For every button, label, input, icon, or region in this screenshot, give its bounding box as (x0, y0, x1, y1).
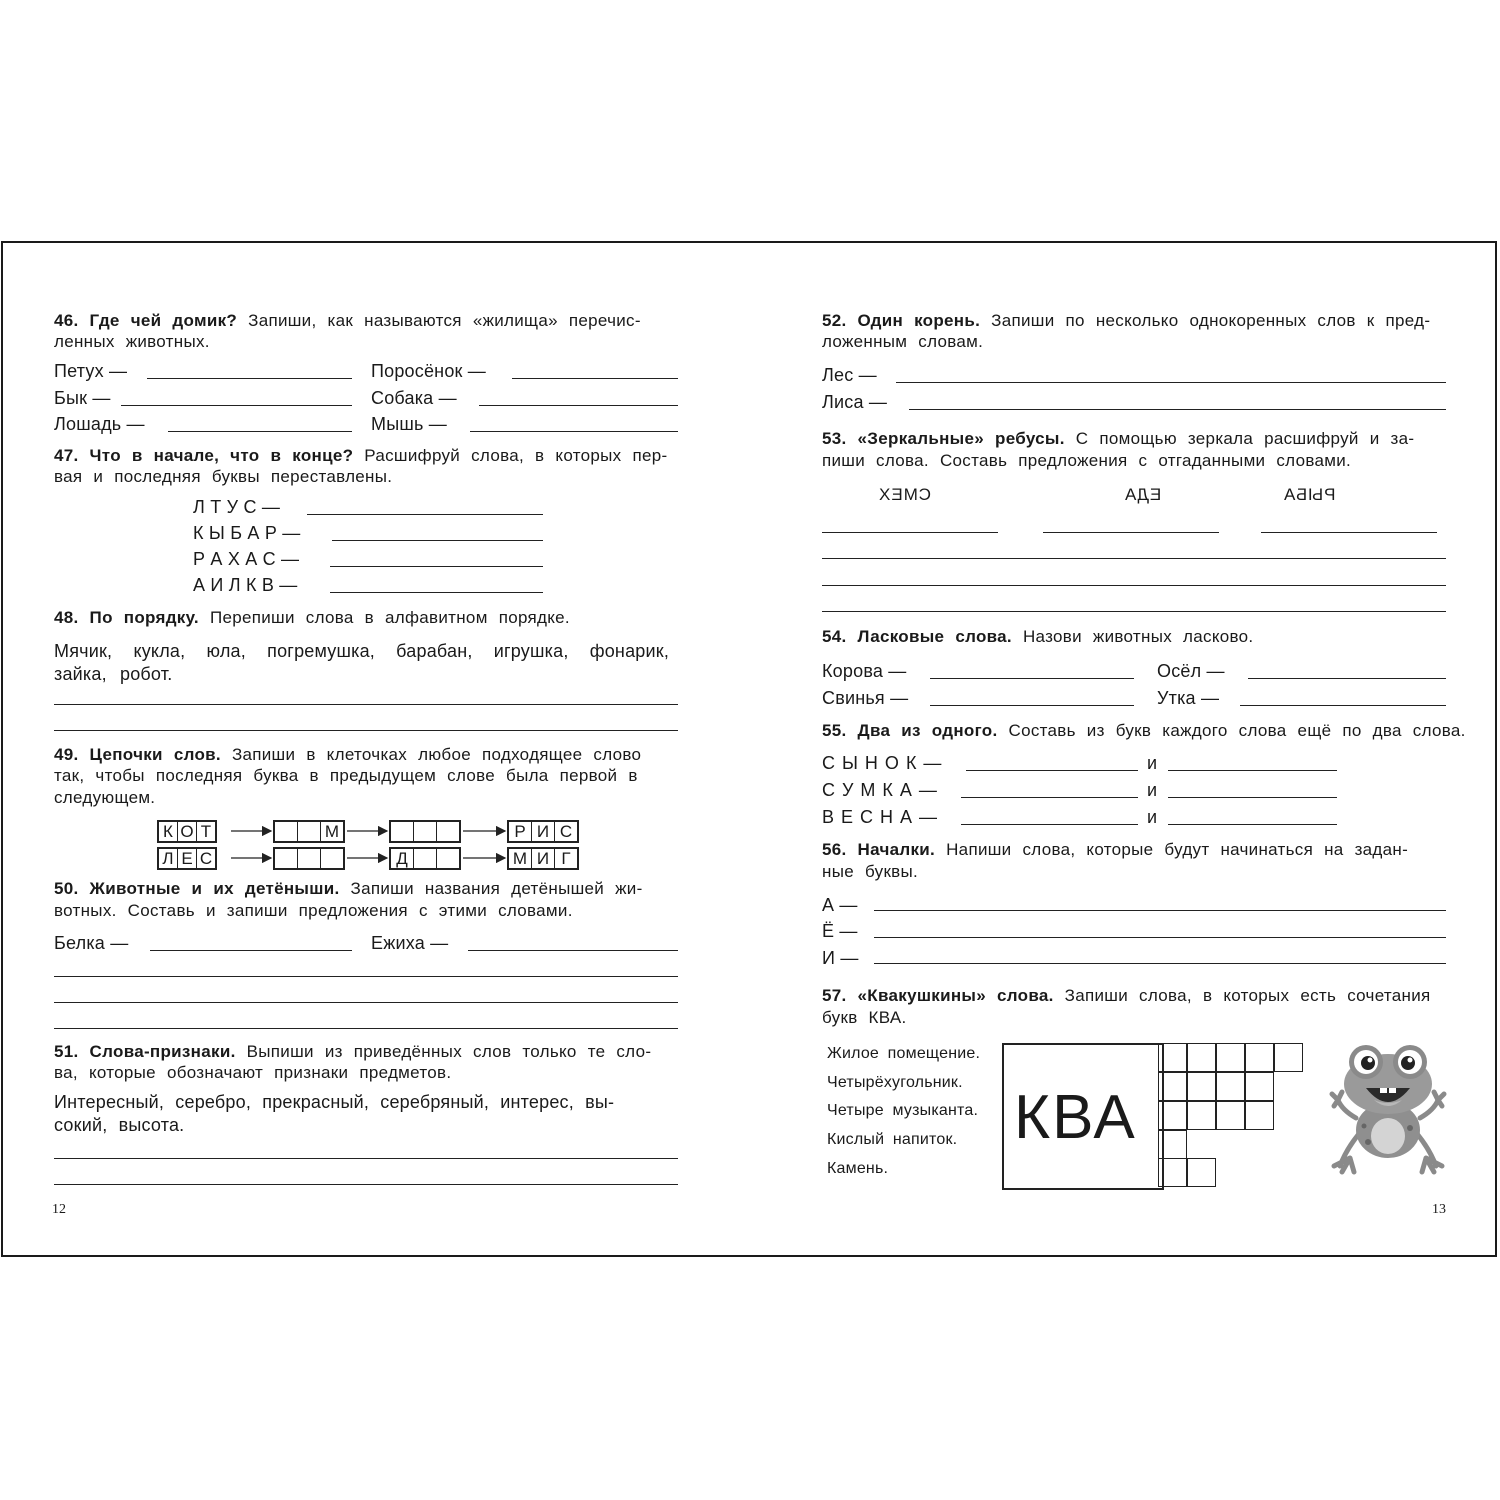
task-56-line2: ные буквы. (822, 862, 919, 881)
answer-line[interactable] (150, 950, 352, 951)
answer-line[interactable] (822, 611, 1446, 612)
answer-line[interactable] (822, 585, 1446, 586)
answer-line[interactable] (961, 797, 1138, 798)
task-49-line3: следующем. (54, 788, 156, 807)
task-51-line1: 51. Слова-признаки. Выпиши из приведённых слов только те сло- (54, 1042, 652, 1061)
answer-line[interactable] (930, 705, 1134, 706)
item-label: Лиса — (822, 392, 888, 412)
item-label: Мышь — (371, 414, 447, 434)
answer-line[interactable] (874, 963, 1446, 964)
answer-line[interactable] (54, 976, 678, 977)
answer-line[interactable] (874, 910, 1446, 911)
answer-line[interactable] (822, 558, 1446, 559)
item-label: Корова — (822, 661, 907, 681)
item-label: Свинья — (822, 688, 909, 708)
item-label: Ежиха — (371, 933, 449, 953)
answer-line[interactable] (1168, 797, 1337, 798)
answer-line[interactable] (822, 532, 998, 533)
and-label: и (1147, 753, 1158, 773)
task-51-line2: ва, которые обозначают признаки предметов. (54, 1063, 452, 1082)
answer-line[interactable] (54, 1184, 678, 1185)
word-cells[interactable]: Л Е С (157, 847, 217, 870)
letter-label: Ё — (822, 921, 858, 941)
task-52-line2: ложенным словам. (822, 332, 984, 351)
task-46-line1: 46. Где чей домик? Запиши, как называются «жилища» перечис- (54, 311, 641, 330)
answer-line[interactable] (1261, 532, 1437, 533)
answer-line[interactable] (1248, 678, 1446, 679)
task-57-line2: букв КВА. (822, 1008, 907, 1027)
task-49-line1: 49. Цепочки слов. Запиши в клеточках любое подходящее слово (54, 745, 642, 764)
source-word: В Е С Н А — (822, 807, 939, 827)
and-label: и (1147, 807, 1158, 827)
answer-line[interactable] (468, 950, 678, 951)
letter-label: А — (822, 895, 858, 915)
task-56-line1: 56. Началки. Напиши слова, которые будут начинаться на задан- (822, 840, 1409, 859)
chain-arrows (0, 0, 700, 900)
clue: Четыре музыканта. (827, 1102, 979, 1119)
answer-line[interactable] (1043, 532, 1219, 533)
answer-line[interactable] (1168, 824, 1337, 825)
task-55-line1: 55. Два из одного. Составь из букв каждого слова ещё по два слова. (822, 721, 1466, 740)
item-label: Белка — (54, 933, 129, 953)
answer-line[interactable] (1168, 770, 1337, 771)
clue: Жилое помещение. (827, 1045, 981, 1062)
source-word: С У М К А — (822, 780, 938, 800)
item-label: Собака — (371, 388, 457, 408)
task-57-line1: 57. «Квакушкины» слова. Запиши слова, в которых есть сочетания (822, 986, 1431, 1005)
task-52-line1: 52. Один корень. Запиши по несколько однокоренных слов к пред- (822, 311, 1431, 330)
clue: Кислый напиток. (827, 1131, 958, 1148)
word-list: Мячик, кукла, юла, погремушка, барабан, игрушка, фонарик, (54, 641, 670, 661)
scrambled-word: А И Л К В — (193, 575, 298, 595)
answer-line[interactable] (1240, 705, 1446, 706)
source-word: С Ы Н О К — (822, 753, 943, 773)
scrambled-word: Р А Х А С — (193, 549, 300, 569)
answer-line[interactable] (54, 1158, 678, 1159)
mirror-word: ЕДА (1124, 485, 1162, 504)
item-label: Поросёнок — (371, 361, 487, 381)
task-54-line1: 54. Ласковые слова. Назови животных ласково. (822, 627, 1254, 646)
task-50-line2: вотных. Составь и запиши предложения с этими словами. (54, 901, 573, 920)
task-48-line1: 48. По порядку. Перепиши слова в алфавитном порядке. (54, 608, 570, 627)
item-label: Лес — (822, 365, 877, 385)
and-label: и (1147, 780, 1158, 800)
task-53-line2: пиши слова. Составь предложения с отгаданными словами. (822, 451, 1352, 470)
answer-line[interactable] (909, 409, 1446, 410)
word-cells[interactable]: М И Г (507, 847, 579, 870)
scrambled-word: Л Т У С — (193, 497, 281, 517)
answer-line[interactable] (54, 1002, 678, 1003)
answer-line[interactable] (930, 678, 1134, 679)
page-number: 13 (1432, 1202, 1446, 1217)
word-list: зайка, робот. (54, 664, 173, 684)
answer-line[interactable] (896, 382, 1446, 383)
word-cells[interactable]: М (273, 820, 345, 843)
item-label: Петух — (54, 361, 128, 381)
word-cells[interactable]: Д (389, 847, 461, 870)
task-53-line1: 53. «Зеркальные» ребусы. С помощью зеркала расшифруй и за- (822, 429, 1415, 448)
word-list: сокий, высота. (54, 1115, 185, 1135)
item-label: Бык — (54, 388, 111, 408)
item-label: Лошадь — (54, 414, 145, 434)
clue: Камень. (827, 1160, 889, 1177)
task-49-line2: так, чтобы последняя буква в предыдущем слове была первой в (54, 766, 638, 785)
item-label: Утка — (1157, 688, 1220, 708)
answer-line[interactable] (966, 770, 1138, 771)
frog-illustration (1328, 1040, 1448, 1175)
task-50-line1: 50. Животные и их детёныши. Запиши названия детёнышей жи- (54, 879, 643, 898)
word-cells[interactable]: Р И С (507, 820, 579, 843)
mirror-word: РЫБА (1283, 485, 1336, 504)
kva-letters: КВА (1014, 1083, 1137, 1152)
answer-line[interactable] (54, 1028, 678, 1029)
word-list: Интересный, серебро, прекрасный, серебряный, интерес, вы- (54, 1092, 615, 1112)
item-label: Осёл — (1157, 661, 1225, 681)
word-cells[interactable]: К О Т (157, 820, 217, 843)
task-47-line2: вая и последняя буквы переставлены. (54, 467, 393, 486)
task-46-line2: ленных животных. (54, 332, 210, 351)
scrambled-word: К Ы Б А Р — (193, 523, 301, 543)
page-number: 12 (52, 1202, 66, 1217)
answer-line[interactable] (874, 937, 1446, 938)
task-47-line1: 47. Что в начале, что в конце? Расшифруй слова, в которых пер- (54, 446, 668, 465)
answer-line[interactable] (961, 824, 1138, 825)
letter-label: И — (822, 948, 859, 968)
clue: Четырёхугольник. (827, 1074, 963, 1091)
mirror-word: СМЕХ (878, 485, 931, 504)
